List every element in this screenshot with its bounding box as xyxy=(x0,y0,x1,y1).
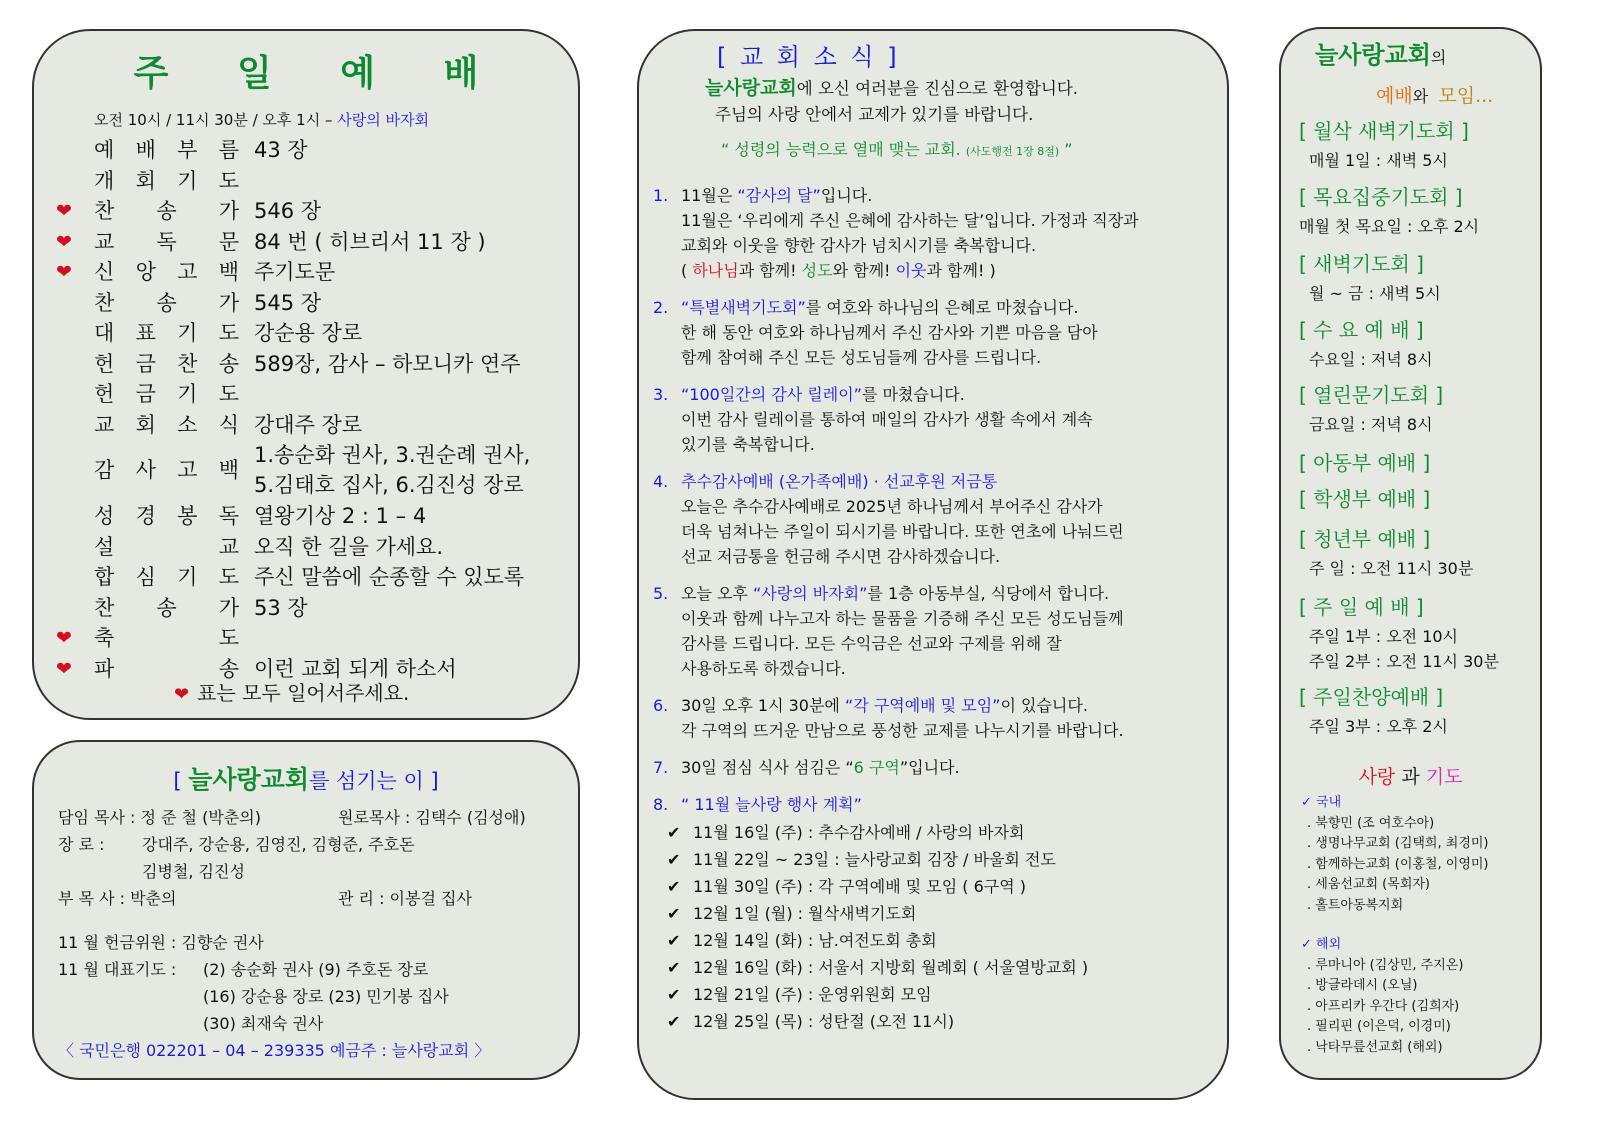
welcome-line-2: 주님의 사랑 안에서 교제가 있기를 바랍니다. xyxy=(715,105,1034,124)
order-label: 교 회 소 식 xyxy=(94,412,239,437)
service-entry xyxy=(1299,681,1534,737)
item-number: 6. xyxy=(653,696,669,715)
church-name: 늘사랑교회 xyxy=(1315,41,1431,69)
mission-item: . 낙타무릎선교회 (해외) xyxy=(1307,1039,1443,1055)
check-icon: ✔ xyxy=(667,850,681,869)
order-value: 545 장 xyxy=(254,290,322,315)
news-item xyxy=(653,295,1223,370)
order-row xyxy=(56,349,576,380)
item-body xyxy=(681,258,1223,283)
elders-label: 장 로 : xyxy=(58,835,105,854)
service-entry xyxy=(1299,591,1534,672)
servants-list xyxy=(58,804,568,1037)
order-row xyxy=(56,410,576,441)
news-item xyxy=(653,755,1223,780)
news-list xyxy=(653,183,1223,1035)
check-icon: ✔ xyxy=(667,823,681,842)
sub-and: 와 xyxy=(1412,87,1429,106)
church-name: 늘사랑교회 xyxy=(705,77,797,99)
item-highlight: “각 구역예배 및 모임” xyxy=(844,696,1001,715)
order-label: 찬 송 가 xyxy=(94,595,239,620)
service-heading: [ 아동부 예배 ] xyxy=(1299,451,1431,475)
schedule-item xyxy=(667,873,1229,900)
order-value: 84 번 ( 히브리서 11 장 ) xyxy=(254,229,486,254)
senior-pastor: 담임 목사 : 정 준 철 (박춘의) xyxy=(58,808,261,827)
motto-ref: (사도행전 1장 8절) xyxy=(965,145,1060,158)
overseas-label: ✓ 해외 xyxy=(1301,937,1342,952)
mission-item: . 아프리카 우간다 (김희자) xyxy=(1307,998,1460,1014)
schedule-text: 12월 16일 (화) : 서울서 지방회 월례회 ( 서울열방교회 ) xyxy=(693,958,1089,977)
item-body: 각 구역의 뜨거운 만남으로 풍성한 교제를 나누시기를 바랍니다. xyxy=(681,721,1124,740)
domestic-missions xyxy=(1301,793,1536,916)
item-body: 이웃과 함께 나누고자 하는 물품을 기증해 주신 모든 성도님들께 xyxy=(681,609,1124,628)
service-entry xyxy=(1299,379,1534,435)
worship-order-list xyxy=(56,135,576,684)
mission-item: . 세움선교회 (목회자) xyxy=(1307,877,1431,892)
service-heading: [ 주 일 예 배 ] xyxy=(1299,595,1424,619)
order-label: 헌 금 찬 송 xyxy=(94,351,239,376)
service-entry xyxy=(1299,523,1534,579)
gatherings-subheading xyxy=(1376,81,1493,108)
schedule-item xyxy=(667,981,1229,1008)
service-time: 수요일 : 저녁 8시 xyxy=(1309,350,1433,369)
manager: 관 리 : 이봉걸 집사 xyxy=(338,889,472,908)
item-highlight: “ 11월 늘사랑 행사 계획” xyxy=(681,795,862,814)
service-time: 주일 3부 : 오후 2시 xyxy=(1309,717,1448,736)
order-label: 예 배 부 름 xyxy=(94,138,239,162)
news-item xyxy=(653,382,1223,457)
order-row xyxy=(56,623,576,654)
item-number: 2. xyxy=(653,298,669,317)
order-value: 43 장 xyxy=(254,138,308,162)
item-text: 이 있습니다. xyxy=(1000,696,1088,715)
service-time: 금요일 : 저녁 8시 xyxy=(1309,415,1433,434)
schedule-item xyxy=(667,927,1229,954)
order-row xyxy=(56,501,576,532)
schedule-text: 12월 14일 (화) : 남.여전도회 총회 xyxy=(693,931,937,950)
order-label: 합 심 기 도 xyxy=(94,565,239,589)
schedule-text: 12월 25일 (목) : 성탄절 (오전 11시) xyxy=(693,1012,955,1031)
order-label: 개 회 기 도 xyxy=(94,168,239,193)
item-text: 11월은 xyxy=(681,186,738,205)
prayer-heading xyxy=(1281,762,1540,789)
item-body: 있기를 축복합니다. xyxy=(681,435,815,454)
service-entry xyxy=(1299,181,1534,237)
servants-panel xyxy=(32,740,580,1080)
service-time: 주 일 : 오전 11시 30분 xyxy=(1309,559,1474,578)
item-highlight: 6 구역 xyxy=(853,758,900,777)
gatherings-heading xyxy=(1315,35,1446,70)
mission-item: . 북향민 (조 여호수아) xyxy=(1307,815,1435,831)
order-row xyxy=(56,288,576,319)
order-value-line: 5.김태호 집사, 6.김진성 장로 xyxy=(254,473,524,497)
heart-icon: ❤ xyxy=(56,261,72,283)
item-number: 1. xyxy=(653,186,669,205)
schedule-item xyxy=(667,819,1229,846)
item-highlight: “감사의 달” xyxy=(737,186,821,205)
gatherings-panel xyxy=(1279,27,1542,1080)
order-row xyxy=(56,379,576,410)
news-item xyxy=(653,792,1223,817)
order-label: 설 교 xyxy=(94,534,239,559)
worship-time-event: 사랑의 바자회 xyxy=(337,111,429,129)
motto-end: ” xyxy=(1059,140,1073,159)
prayer-line-1: (2) 송순화 권사 (9) 주호돈 장로 xyxy=(203,960,429,979)
order-label: 찬 송 가 xyxy=(94,199,239,223)
item-highlight: 추수감사예배 (온가족예배) · 선교후원 저금통 xyxy=(681,472,998,491)
mission-item: . 함께하는교회 (이홍철, 이영미) xyxy=(1307,856,1489,872)
order-value: 589장, 감사 – 하모니카 연주 xyxy=(254,351,521,376)
item-highlight: “특별새벽기도회” xyxy=(681,298,806,317)
order-row xyxy=(56,166,576,197)
bank-account: 〈 국민은행 022201 – 04 – 239335 예금주 : 늘사랑교회 〉 xyxy=(58,1041,491,1060)
news-item xyxy=(653,581,1223,681)
order-label: 감 사 고 백 xyxy=(94,458,239,482)
item-text: 과 함께! ) xyxy=(926,261,996,280)
check-icon: ✔ xyxy=(667,958,681,977)
order-value: 주신 말씀에 순종할 수 있도록 xyxy=(254,565,525,589)
item-body: 이번 감사 릴레이를 통하여 매일의 감사가 생활 속에서 계속 xyxy=(681,410,1093,429)
service-entry xyxy=(1299,483,1534,512)
order-row xyxy=(56,562,576,593)
schedule-text: 11월 16일 (주) : 추수감사예배 / 사랑의 바자회 xyxy=(693,823,1025,842)
schedule-text: 11월 22일 ~ 23일 : 늘사랑교회 김장 / 바울회 전도 xyxy=(693,850,1056,869)
item-text: 를 1층 아동부실, 식당에서 합니다. xyxy=(867,584,1110,603)
order-value: 오직 한 길을 가세요. xyxy=(254,534,443,559)
worship-times xyxy=(94,109,429,130)
news-item xyxy=(653,183,1223,283)
service-time: 매월 1일 : 새벽 5시 xyxy=(1309,151,1448,170)
overseas-missions xyxy=(1301,935,1536,1058)
schedule-text: 12월 1일 (월) : 월삭새벽기도회 xyxy=(693,904,917,923)
service-time: 주일 1부 : 오전 10시 xyxy=(1309,627,1459,646)
news-item xyxy=(653,693,1223,743)
item-highlight: 하나님 xyxy=(692,261,739,280)
sub-meeting: 모임... xyxy=(1438,85,1494,107)
service-time: 월 ~ 금 : 새벽 5시 xyxy=(1309,284,1441,303)
order-value: 열왕기상 2 : 1 – 4 xyxy=(254,504,427,528)
heart-icon: ❤ xyxy=(56,230,72,253)
order-row xyxy=(56,135,576,166)
news-title: [ 교 회 소 식 ] xyxy=(717,43,900,71)
domestic-label: ✓ 국내 xyxy=(1301,795,1342,810)
servants-title xyxy=(34,760,578,796)
order-label: 헌 금 기 도 xyxy=(94,382,239,406)
item-highlight: 성도 xyxy=(801,261,833,280)
stand-note xyxy=(174,677,409,706)
item-text: 를 마쳤습니다. xyxy=(861,385,965,404)
elders-line-2: 김병철, 김진성 xyxy=(142,862,245,881)
item-highlight: “사랑의 바자회” xyxy=(753,584,868,603)
offering-committee: 11 월 헌금위원 : 김향순 권사 xyxy=(58,933,264,952)
service-entry xyxy=(1299,314,1534,370)
prayer-line-2: (16) 강순용 장로 (23) 민기봉 집사 xyxy=(203,987,449,1006)
prayer-and: 과 xyxy=(1395,766,1426,788)
order-label: 찬 송 가 xyxy=(94,290,239,315)
associate-pastor: 부 목 사 : 박춘의 xyxy=(58,889,177,908)
order-label: 파 송 xyxy=(94,656,239,681)
motto-text: “ 성령의 능력으로 열매 맺는 교회. xyxy=(721,140,961,159)
order-label: 축 도 xyxy=(94,626,239,650)
order-row xyxy=(56,257,576,288)
item-number: 8. xyxy=(653,795,669,814)
check-icon: ✔ xyxy=(667,985,681,1004)
order-row xyxy=(56,440,576,501)
schedule-item xyxy=(667,954,1229,981)
service-heading: [ 주일찬양예배 ] xyxy=(1299,685,1444,709)
order-value: 주기도문 xyxy=(254,260,336,284)
item-text: 와 함께! xyxy=(832,261,896,280)
item-number: 4. xyxy=(653,472,669,491)
item-body: 교회와 이웃을 향한 감사가 넘치시기를 축복합니다. xyxy=(681,236,1037,255)
welcome-line-1: 에 오신 여러분을 진심으로 환영합니다. xyxy=(796,79,1079,98)
item-text: 오늘 오후 xyxy=(681,584,753,603)
church-news-panel xyxy=(637,29,1229,1100)
order-label: 신 앙 고 백 xyxy=(94,260,239,284)
heading-text: 의 xyxy=(1430,48,1447,67)
item-body: 사용하도록 하겠습니다. xyxy=(681,659,846,678)
heart-icon: ❤ xyxy=(56,627,72,649)
item-body: 선교 저금통을 헌금해 주시면 감사하겠습니다. xyxy=(681,547,1001,566)
schedule-list xyxy=(653,819,1223,1035)
order-label: 대 표 기 도 xyxy=(94,321,239,345)
service-entry xyxy=(1299,447,1534,476)
schedule-item xyxy=(667,900,1229,927)
order-label: 교 독 문 xyxy=(94,229,239,254)
item-text: ”입니다. xyxy=(899,758,960,777)
prayer-love: 사랑 xyxy=(1358,766,1396,788)
order-value xyxy=(254,440,530,500)
item-text: “ xyxy=(845,758,854,777)
worship-order-panel xyxy=(32,29,580,720)
item-number: 7. xyxy=(653,758,669,777)
service-time: 매월 첫 목요일 : 오후 2시 xyxy=(1299,217,1480,236)
order-row xyxy=(56,593,576,624)
item-number: 3. xyxy=(653,385,669,404)
elders-line-1: 강대주, 강순용, 김영진, 김형준, 주호돈 xyxy=(142,835,415,854)
order-row xyxy=(56,532,576,563)
church-motto xyxy=(721,137,1073,160)
heart-icon: ❤ xyxy=(56,657,72,680)
order-row xyxy=(56,318,576,349)
stand-note-text: 표는 모두 일어서주세요. xyxy=(197,681,410,705)
mission-item: . 홀트아동복지회 xyxy=(1307,897,1404,913)
schedule-item xyxy=(667,846,1229,873)
item-text: 30일 오후 1시 30분에 xyxy=(681,696,845,715)
order-value-line: 1.송순화 권사, 3.권순례 권사, xyxy=(254,443,531,467)
service-heading: [ 새벽기도회 ] xyxy=(1299,252,1424,276)
order-value: 546 장 xyxy=(254,199,322,223)
prayer-line-3: (30) 최재숙 권사 xyxy=(203,1014,324,1033)
service-entry xyxy=(1299,248,1534,304)
service-heading: [ 목요집중기도회 ] xyxy=(1299,185,1463,209)
schedule-text: 12월 21일 (주) : 운영위원회 모임 xyxy=(693,985,932,1004)
emeritus-pastor: 원로목사 : 김택수 (김성애) xyxy=(338,808,526,827)
news-item xyxy=(653,469,1223,569)
order-row xyxy=(56,196,576,227)
prayer-label: 11 월 대표기도 : xyxy=(58,960,177,979)
worship-title: 주 일 예 배 xyxy=(133,53,507,94)
order-value: 이런 교회 되게 하소서 xyxy=(254,656,457,681)
service-heading: [ 청년부 예배 ] xyxy=(1299,527,1431,551)
heart-icon: ❤ xyxy=(56,200,72,222)
check-icon: ✔ xyxy=(667,877,681,896)
mission-item: . 방글라데시 (오닐) xyxy=(1307,978,1418,993)
service-heading: [ 월삭 새벽기도회 ] xyxy=(1299,119,1469,143)
item-text: 를 여호와 하나님의 은혜로 마쳤습니다. xyxy=(805,298,1079,317)
order-label: 성 경 봉 독 xyxy=(94,504,239,528)
order-value: 강대주 장로 xyxy=(254,412,363,437)
schedule-text: 11월 30일 (주) : 각 구역예배 및 모임 ( 6구역 ) xyxy=(693,877,1027,896)
item-body: 감사를 드립니다. 모든 수익금은 선교와 구제를 위해 잘 xyxy=(681,634,1062,653)
order-value: 강순용 장로 xyxy=(254,321,363,345)
schedule-item xyxy=(667,1008,1229,1035)
item-body: 함께 참여해 주신 모든 성도님들께 감사를 드립니다. xyxy=(681,348,1042,367)
item-text: 과 함께! xyxy=(738,261,802,280)
service-heading: [ 수 요 예 배 ] xyxy=(1299,318,1424,342)
servants-title-rest: 를 섬기는 이 ] xyxy=(308,769,439,793)
service-time: 주일 2부 : 오전 11시 30분 xyxy=(1309,652,1499,671)
worship-time-text: 오전 10시 / 11시 30분 / 오후 1시 – xyxy=(94,111,338,129)
check-icon: ✔ xyxy=(667,1012,681,1031)
item-number: 5. xyxy=(653,584,669,603)
sub-worship: 예배 xyxy=(1376,85,1413,107)
service-entry xyxy=(1299,115,1534,171)
item-text: ( xyxy=(681,261,693,280)
order-row xyxy=(56,227,576,258)
item-highlight: “100일간의 감사 릴레이” xyxy=(681,385,862,404)
check-icon: ✔ xyxy=(667,931,681,950)
service-heading: [ 학생부 예배 ] xyxy=(1299,487,1431,511)
item-body: 오늘은 추수감사예배로 2025년 하나님께서 부어주신 감사가 xyxy=(681,497,1103,516)
servants-title-open: [ xyxy=(173,769,189,793)
church-name: 늘사랑교회 xyxy=(188,765,309,794)
mission-item: . 루마니아 (김상민, 주지온) xyxy=(1307,957,1464,973)
item-body: 한 해 동안 여호와 하나님께서 주신 감사와 기쁜 마음을 담아 xyxy=(681,323,1098,342)
order-value: 53 장 xyxy=(254,595,308,620)
prayer-pray: 기도 xyxy=(1425,766,1463,788)
item-text: 입니다. xyxy=(820,186,873,205)
check-icon: ✔ xyxy=(667,904,681,923)
service-heading: [ 열린문기도회 ] xyxy=(1299,383,1444,407)
item-body: 11월은 ‘우리에게 주신 은혜에 감사하는 달’입니다. 가정과 직장과 xyxy=(681,211,1139,230)
heart-icon: ❤ xyxy=(174,684,190,705)
item-body: 더욱 넘쳐나는 주일이 되시기를 바랍니다. 또한 연초에 나눠드린 xyxy=(681,522,1124,541)
item-highlight: 이웃 xyxy=(895,261,927,280)
welcome-message xyxy=(705,75,1078,128)
item-text: 30일 점심 식사 섬김은 xyxy=(681,758,846,777)
mission-item: . 필리핀 (이은덕, 이경미) xyxy=(1307,1019,1451,1034)
mission-item: . 생명나무교회 (김택희, 최경미) xyxy=(1307,836,1489,851)
